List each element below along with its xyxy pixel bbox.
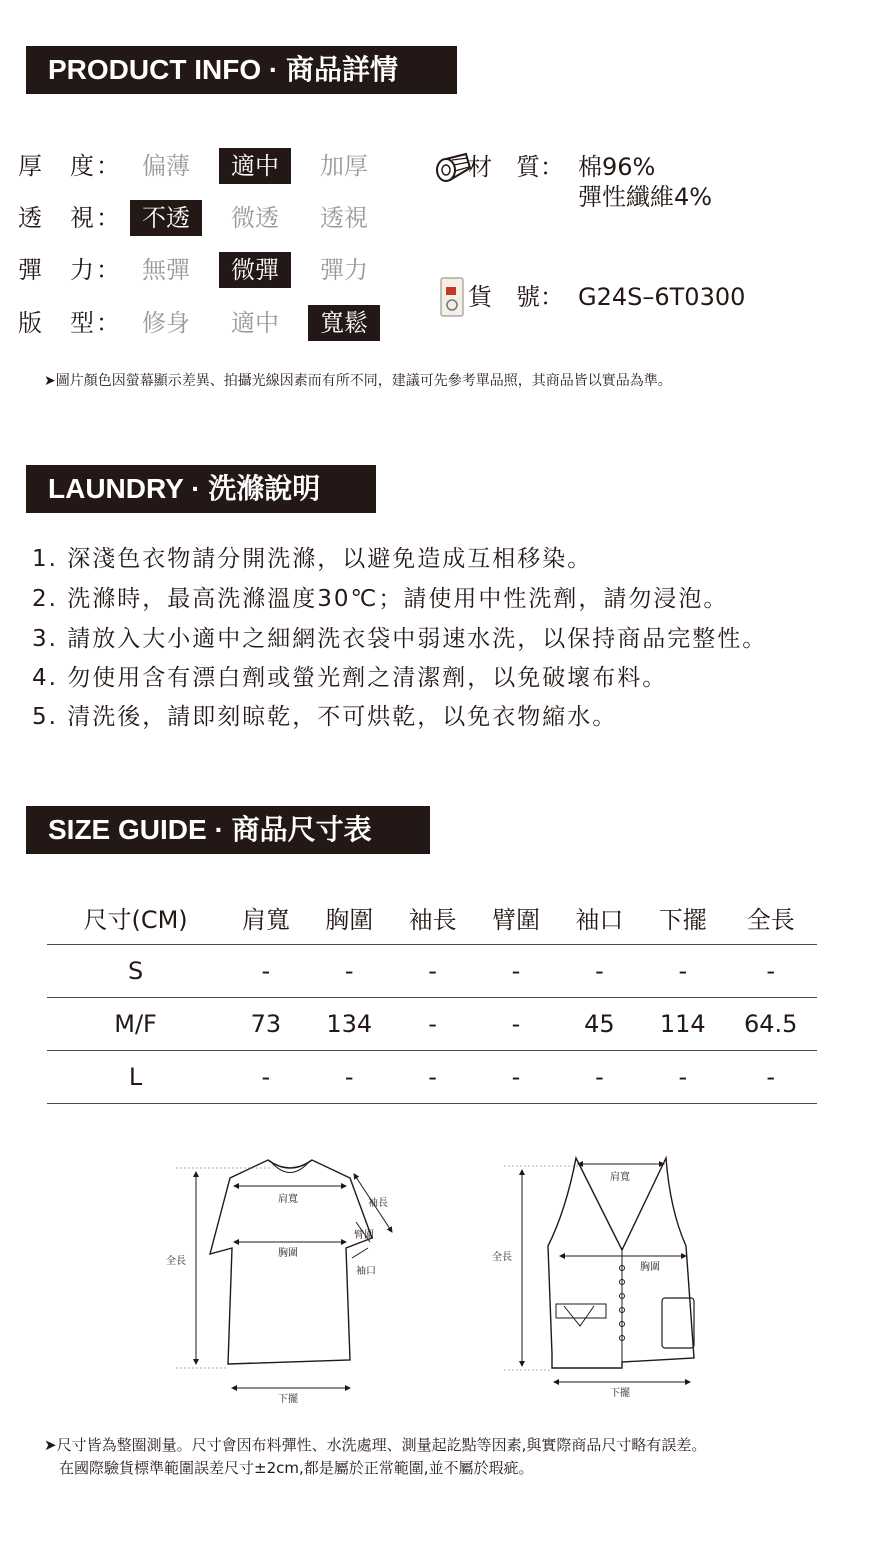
material-value: 彈性纖維4% bbox=[578, 183, 713, 211]
diagram-label: 袖長 bbox=[368, 1198, 388, 1209]
diagram-label: 全長 bbox=[166, 1256, 186, 1267]
attr-label: 透 視： bbox=[18, 204, 122, 232]
laundry-item: 3. 請放入大小適中之細網洗衣袋中弱速水洗，以保持商品完整性。 bbox=[32, 626, 768, 652]
table-cell: L bbox=[47, 1051, 224, 1104]
attr-option: 彈力 bbox=[320, 256, 368, 284]
vest-measurement-diagram bbox=[490, 1150, 710, 1410]
column-header: 下擺 bbox=[641, 890, 724, 945]
attr-option: 微透 bbox=[231, 204, 279, 232]
diagram-label: 全長 bbox=[492, 1252, 512, 1263]
attr-option-selected: 寬鬆 bbox=[308, 305, 380, 341]
table-cell: 73 bbox=[224, 998, 307, 1051]
size-table bbox=[47, 890, 817, 1104]
table-cell: - bbox=[558, 945, 641, 998]
diagram-label: 下擺 bbox=[610, 1388, 630, 1399]
color-disclaimer: ➤圖片顏色因螢幕顯示差異、拍攝光線因素而有所不同，建議可先參考單品照，其商品皆以實品為準。 bbox=[44, 373, 672, 389]
column-header: 尺寸(CM) bbox=[47, 890, 224, 945]
material-label: 材 質： bbox=[468, 153, 564, 181]
diagram-label: 肩寬 bbox=[610, 1172, 630, 1183]
size-table-header-row bbox=[47, 890, 817, 945]
clothing-tag-icon bbox=[438, 275, 466, 319]
tshirt-measurement-diagram bbox=[160, 1150, 410, 1410]
table-cell: - bbox=[641, 945, 724, 998]
size-guide-header: SIZE GUIDE · 商品尺寸表 bbox=[26, 806, 430, 854]
table-cell: 134 bbox=[308, 998, 391, 1051]
table-cell: - bbox=[474, 998, 557, 1051]
sku-value: G24S–6T0300 bbox=[578, 283, 746, 311]
table-row bbox=[47, 998, 817, 1051]
table-cell: - bbox=[308, 945, 391, 998]
diagram-label: 肩寬 bbox=[278, 1194, 298, 1205]
table-cell: - bbox=[641, 1051, 724, 1104]
laundry-header: LAUNDRY · 洗滌說明 bbox=[26, 465, 376, 513]
attr-option: 適中 bbox=[231, 309, 279, 337]
attr-label: 厚 度： bbox=[18, 152, 122, 180]
table-cell: - bbox=[558, 1051, 641, 1104]
cuff-arrow bbox=[352, 1248, 368, 1258]
attr-option-selected: 適中 bbox=[219, 148, 291, 184]
diagram-label: 袖口 bbox=[356, 1266, 376, 1277]
attr-option: 透視 bbox=[320, 204, 368, 232]
column-header: 袖口 bbox=[558, 890, 641, 945]
diagram-label: 臂圍 bbox=[354, 1230, 374, 1241]
vest-outline bbox=[548, 1158, 694, 1368]
table-cell: - bbox=[474, 1051, 557, 1104]
table-cell: 114 bbox=[641, 998, 724, 1051]
laundry-item: 2. 洗滌時，最高洗滌溫度30℃；請使用中性洗劑，請勿浸泡。 bbox=[32, 586, 729, 612]
table-cell: - bbox=[724, 1051, 817, 1104]
attr-label: 彈 力： bbox=[18, 256, 122, 284]
laundry-item: 5. 清洗後，請即刻晾乾，不可烘乾，以免衣物縮水。 bbox=[32, 704, 618, 730]
table-row bbox=[47, 945, 817, 998]
attr-option: 偏薄 bbox=[142, 152, 190, 180]
table-cell: - bbox=[308, 1051, 391, 1104]
table-cell: - bbox=[224, 945, 307, 998]
product-info-header: PRODUCT INFO · 商品詳情 bbox=[26, 46, 457, 94]
column-header: 袖長 bbox=[391, 890, 474, 945]
table-cell: - bbox=[391, 945, 474, 998]
diagram-label: 胸圍 bbox=[278, 1248, 298, 1259]
material-value: 棉96% bbox=[578, 153, 656, 181]
size-disclaimer: 在國際驗貨標準範圍誤差尺寸±2cm,都是屬於正常範圍,並不屬於瑕疵。 bbox=[44, 1459, 534, 1477]
column-header: 臂圍 bbox=[474, 890, 557, 945]
table-cell: M/F bbox=[47, 998, 224, 1051]
sku-label: 貨 號： bbox=[468, 283, 564, 311]
attr-option: 無彈 bbox=[142, 256, 190, 284]
table-cell: - bbox=[391, 1051, 474, 1104]
size-disclaimer: ➤尺寸皆為整圈測量。尺寸會因布料彈性、水洗處理、測量起訖點等因素,與實際商品尺寸略有誤差。 bbox=[44, 1436, 707, 1454]
attr-option-selected: 不透 bbox=[130, 200, 202, 236]
table-cell: - bbox=[224, 1051, 307, 1104]
tshirt-outline bbox=[210, 1160, 372, 1364]
attr-label: 版 型： bbox=[18, 309, 122, 337]
laundry-item: 4. 勿使用含有漂白劑或螢光劑之清潔劑，以免破壞布料。 bbox=[32, 665, 668, 691]
diagram-label: 下擺 bbox=[278, 1394, 298, 1405]
column-header: 胸圍 bbox=[308, 890, 391, 945]
table-cell: 64.5 bbox=[724, 998, 817, 1051]
column-header: 全長 bbox=[724, 890, 817, 945]
table-row bbox=[47, 1051, 817, 1104]
table-cell: 45 bbox=[558, 998, 641, 1051]
attr-option: 加厚 bbox=[320, 152, 368, 180]
diagram-label: 胸圍 bbox=[640, 1262, 660, 1273]
table-cell: - bbox=[391, 998, 474, 1051]
table-cell: - bbox=[474, 945, 557, 998]
table-cell: - bbox=[724, 945, 817, 998]
attr-option: 修身 bbox=[142, 309, 190, 337]
attr-option-selected: 微彈 bbox=[219, 252, 291, 288]
laundry-item: 1. 深淺色衣物請分開洗滌，以避免造成互相移染。 bbox=[32, 546, 593, 572]
column-header: 肩寬 bbox=[224, 890, 307, 945]
table-cell: S bbox=[47, 945, 224, 998]
